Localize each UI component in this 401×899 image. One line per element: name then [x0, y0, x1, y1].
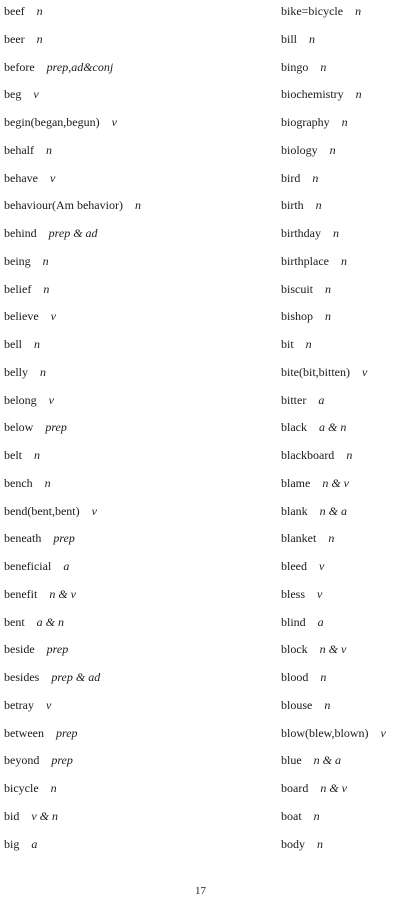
headword: belief: [4, 281, 32, 296]
part-of-speech: n: [305, 337, 312, 351]
word-entry: [4, 86, 39, 102]
part-of-speech: v: [380, 725, 386, 740]
headword: behalf: [4, 142, 34, 157]
part-of-speech: n: [44, 475, 51, 490]
word-entry: [281, 697, 330, 713]
headword: bell: [4, 337, 22, 351]
word-entry: [281, 558, 324, 574]
part-of-speech: v: [50, 309, 56, 324]
headword: bid: [4, 808, 20, 823]
part-of-speech: n: [43, 281, 50, 296]
word-entry: [4, 308, 56, 324]
part-of-speech: n: [50, 781, 57, 795]
part-of-speech: n: [320, 59, 327, 74]
part-of-speech: n: [34, 448, 40, 462]
headword: bite(bit,bitten): [281, 364, 350, 379]
part-of-speech: n & a: [319, 503, 348, 518]
word-entry: [281, 725, 386, 741]
word-entry: [4, 641, 68, 657]
word-entry: [4, 558, 69, 574]
part-of-speech: n: [355, 87, 362, 102]
word-entry: [281, 808, 320, 824]
headword: big: [4, 836, 20, 851]
headword: block: [281, 642, 308, 657]
part-of-speech: prep & ad: [51, 670, 101, 684]
word-entry: [4, 392, 54, 408]
part-of-speech: prep: [46, 642, 69, 657]
word-entry: [4, 336, 40, 352]
headword: believe: [4, 309, 39, 324]
word-entry: [281, 530, 334, 546]
part-of-speech: n: [317, 836, 323, 851]
word-entry: [4, 475, 51, 491]
headword: benefit: [4, 586, 38, 601]
part-of-speech: prep: [51, 753, 73, 768]
word-entry: [4, 614, 64, 630]
headword: being: [4, 253, 31, 268]
part-of-speech: v: [361, 364, 368, 379]
word-entry: [281, 475, 349, 491]
part-of-speech: n: [45, 142, 52, 157]
word-entry: [4, 170, 55, 186]
headword: bill: [281, 31, 298, 46]
headword: blame: [281, 475, 311, 490]
headword: before: [4, 59, 35, 74]
word-entry: [281, 752, 341, 768]
word-entry: [281, 281, 331, 297]
word-entry: [4, 281, 49, 297]
part-of-speech: n: [134, 198, 141, 213]
word-entry: [281, 364, 367, 380]
headword: bend(bent,bent): [4, 503, 80, 518]
word-entry: [4, 586, 76, 602]
headword: birthday: [281, 226, 321, 240]
part-of-speech: a & n: [319, 420, 347, 435]
word-entry: [281, 419, 346, 435]
part-of-speech: n: [34, 337, 40, 351]
part-of-speech: prep & ad: [48, 226, 98, 240]
part-of-speech: v: [49, 170, 56, 185]
part-of-speech: v: [319, 559, 325, 573]
word-entry: [281, 780, 347, 796]
part-of-speech: n: [324, 697, 331, 712]
word-entry: [281, 586, 322, 602]
part-of-speech: a: [63, 559, 70, 573]
part-of-speech: n & v: [319, 642, 347, 657]
word-entry: [4, 31, 43, 47]
word-entry: [4, 3, 43, 19]
headword: beer: [4, 31, 25, 46]
part-of-speech: prep,ad&conj: [46, 59, 114, 74]
part-of-speech: v: [91, 503, 97, 518]
headword: bench: [4, 475, 33, 490]
part-of-speech: n: [333, 226, 339, 240]
word-entry: [4, 752, 73, 768]
word-entry: [281, 86, 362, 102]
word-entry: [4, 253, 49, 269]
headword: biochemistry: [281, 87, 344, 102]
headword: board: [281, 781, 309, 795]
part-of-speech: n: [40, 364, 46, 379]
headword: beyond: [4, 753, 40, 768]
word-entry: [281, 225, 339, 241]
headword: beside: [4, 642, 35, 657]
part-of-speech: v: [33, 87, 39, 102]
word-entry: [281, 114, 348, 130]
word-entry: [281, 669, 326, 685]
headword: bird: [281, 170, 301, 185]
word-entry: [281, 142, 336, 158]
part-of-speech: n: [328, 531, 335, 546]
headword: bleed: [281, 559, 307, 573]
word-entry: [4, 114, 117, 130]
word-entry: [4, 808, 58, 824]
page-number: 17: [195, 885, 206, 897]
headword: behaviour(Am behavior): [4, 198, 123, 213]
headword: bingo: [281, 59, 309, 74]
word-entry: [281, 197, 322, 213]
headword: belly: [4, 364, 28, 379]
part-of-speech: a: [318, 392, 325, 407]
headword: beneficial: [4, 559, 52, 573]
headword: blouse: [281, 697, 313, 712]
headword: blind: [281, 614, 306, 629]
part-of-speech: a: [31, 836, 38, 851]
headword: bit: [281, 337, 294, 351]
word-entry: [4, 669, 100, 685]
headword: beef: [4, 4, 25, 18]
part-of-speech: n: [341, 115, 348, 129]
headword: biscuit: [281, 281, 313, 296]
part-of-speech: n: [340, 253, 347, 268]
headword: bishop: [281, 309, 314, 324]
headword: betray: [4, 697, 34, 712]
headword: begin(began,begun): [4, 115, 100, 129]
word-entry: [4, 364, 46, 380]
word-entry: [4, 503, 97, 519]
word-entry: [4, 59, 113, 75]
word-entry: [281, 836, 323, 852]
part-of-speech: n & v: [322, 475, 349, 490]
headword: body: [281, 836, 305, 851]
word-entry: [281, 392, 324, 408]
part-of-speech: n: [42, 253, 49, 268]
word-entry: [4, 419, 67, 435]
part-of-speech: n & a: [313, 753, 342, 768]
word-entry: [281, 336, 312, 352]
headword: belt: [4, 448, 22, 462]
part-of-speech: n: [36, 4, 43, 18]
headword: bent: [4, 614, 25, 629]
word-entry: [281, 308, 331, 324]
word-entry: [281, 3, 361, 19]
headword: between: [4, 725, 44, 740]
headword: biology: [281, 142, 318, 157]
headword: bicycle: [4, 781, 39, 795]
headword: behave: [4, 170, 38, 185]
word-entry: [4, 197, 141, 213]
headword: blood: [281, 670, 309, 684]
word-entry: [4, 836, 37, 852]
word-entry: [281, 253, 347, 269]
part-of-speech: prep: [55, 725, 78, 740]
word-entry: [4, 530, 75, 546]
headword: biography: [281, 115, 330, 129]
part-of-speech: a: [317, 614, 324, 629]
part-of-speech: v: [111, 115, 117, 129]
part-of-speech: n: [355, 4, 362, 18]
word-entry: [4, 697, 51, 713]
part-of-speech: n: [320, 670, 327, 684]
part-of-speech: prep: [45, 420, 67, 435]
word-entry: [281, 447, 352, 463]
headword: blank: [281, 503, 308, 518]
headword: boat: [281, 808, 302, 823]
word-entry: [4, 447, 40, 463]
part-of-speech: n: [313, 808, 320, 823]
part-of-speech: a & n: [36, 614, 65, 629]
word-entry: [281, 503, 347, 519]
part-of-speech: n: [325, 309, 332, 324]
word-entry: [4, 225, 98, 241]
headword: bitter: [281, 392, 307, 407]
headword: below: [4, 420, 34, 435]
word-entry: [4, 142, 52, 158]
headword: birthplace: [281, 253, 329, 268]
part-of-speech: n: [315, 198, 322, 213]
part-of-speech: n & v: [320, 781, 347, 795]
part-of-speech: n: [329, 142, 336, 157]
part-of-speech: n: [325, 281, 331, 296]
headword: bike=bicycle: [281, 4, 344, 18]
headword: besides: [4, 670, 40, 684]
headword: belong: [4, 392, 37, 407]
word-entry: [281, 170, 318, 186]
word-entry: [4, 780, 57, 796]
headword: black: [281, 420, 307, 435]
part-of-speech: prep: [53, 531, 75, 546]
part-of-speech: n: [312, 170, 319, 185]
headword: blue: [281, 753, 302, 768]
word-entry: [4, 725, 78, 741]
headword: beg: [4, 87, 22, 102]
word-entry: [281, 614, 324, 630]
headword: blanket: [281, 531, 317, 546]
part-of-speech: n: [36, 31, 43, 46]
part-of-speech: v: [45, 697, 52, 712]
headword: behind: [4, 226, 37, 240]
word-entry: [281, 59, 326, 75]
part-of-speech: n: [346, 448, 353, 462]
part-of-speech: n: [309, 31, 316, 46]
headword: birth: [281, 198, 304, 213]
part-of-speech: v: [48, 392, 54, 407]
part-of-speech: v: [317, 586, 323, 601]
word-entry: [281, 641, 346, 657]
headword: beneath: [4, 531, 42, 546]
headword: bless: [281, 586, 305, 601]
word-entry: [281, 31, 315, 47]
part-of-speech: v & n: [31, 808, 59, 823]
headword: blackboard: [281, 448, 335, 462]
headword: blow(blew,blown): [281, 725, 369, 740]
part-of-speech: n & v: [49, 586, 76, 601]
